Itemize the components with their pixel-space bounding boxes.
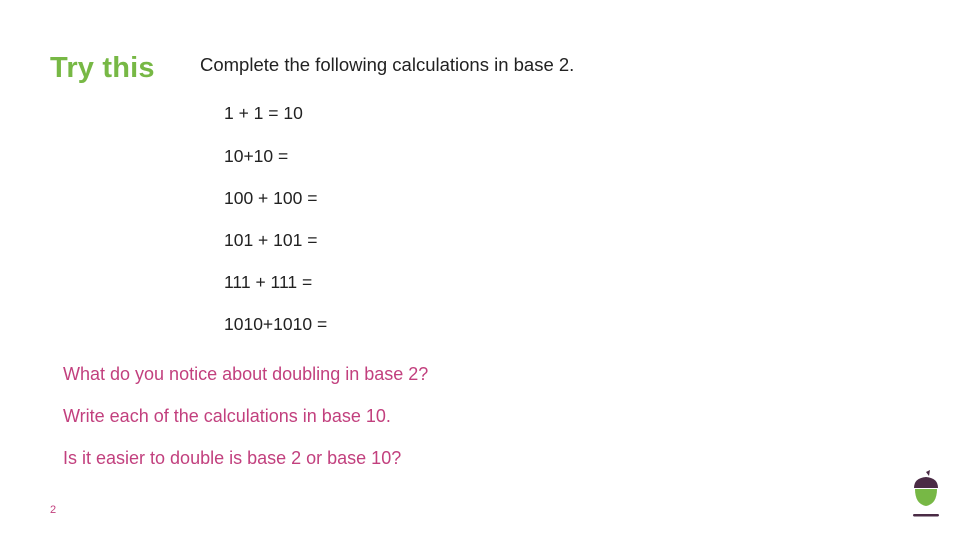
question-2: Write each of the calculations in base 10. (63, 406, 391, 426)
page-number: 2 (50, 504, 57, 516)
calculation-3: 100 + 100 = (224, 188, 318, 208)
calculation-2: 10+10 = (224, 146, 289, 166)
calculation-1: 1 + 1 = 10 (224, 103, 303, 123)
calculation-4: 101 + 101 = (224, 230, 318, 250)
calculation-5: 111 + 111 = (224, 272, 313, 292)
acorn-logo-icon (906, 470, 946, 520)
calculation-6: 1010+1010 = (224, 314, 328, 334)
instruction-text: Complete the following calculations in base 2. (200, 54, 575, 75)
question-3: Is it easier to double is base 2 or base 10? (63, 448, 402, 468)
question-1: What do you notice about doubling in base 2? (63, 364, 429, 384)
slide-heading: Try this (50, 52, 155, 84)
